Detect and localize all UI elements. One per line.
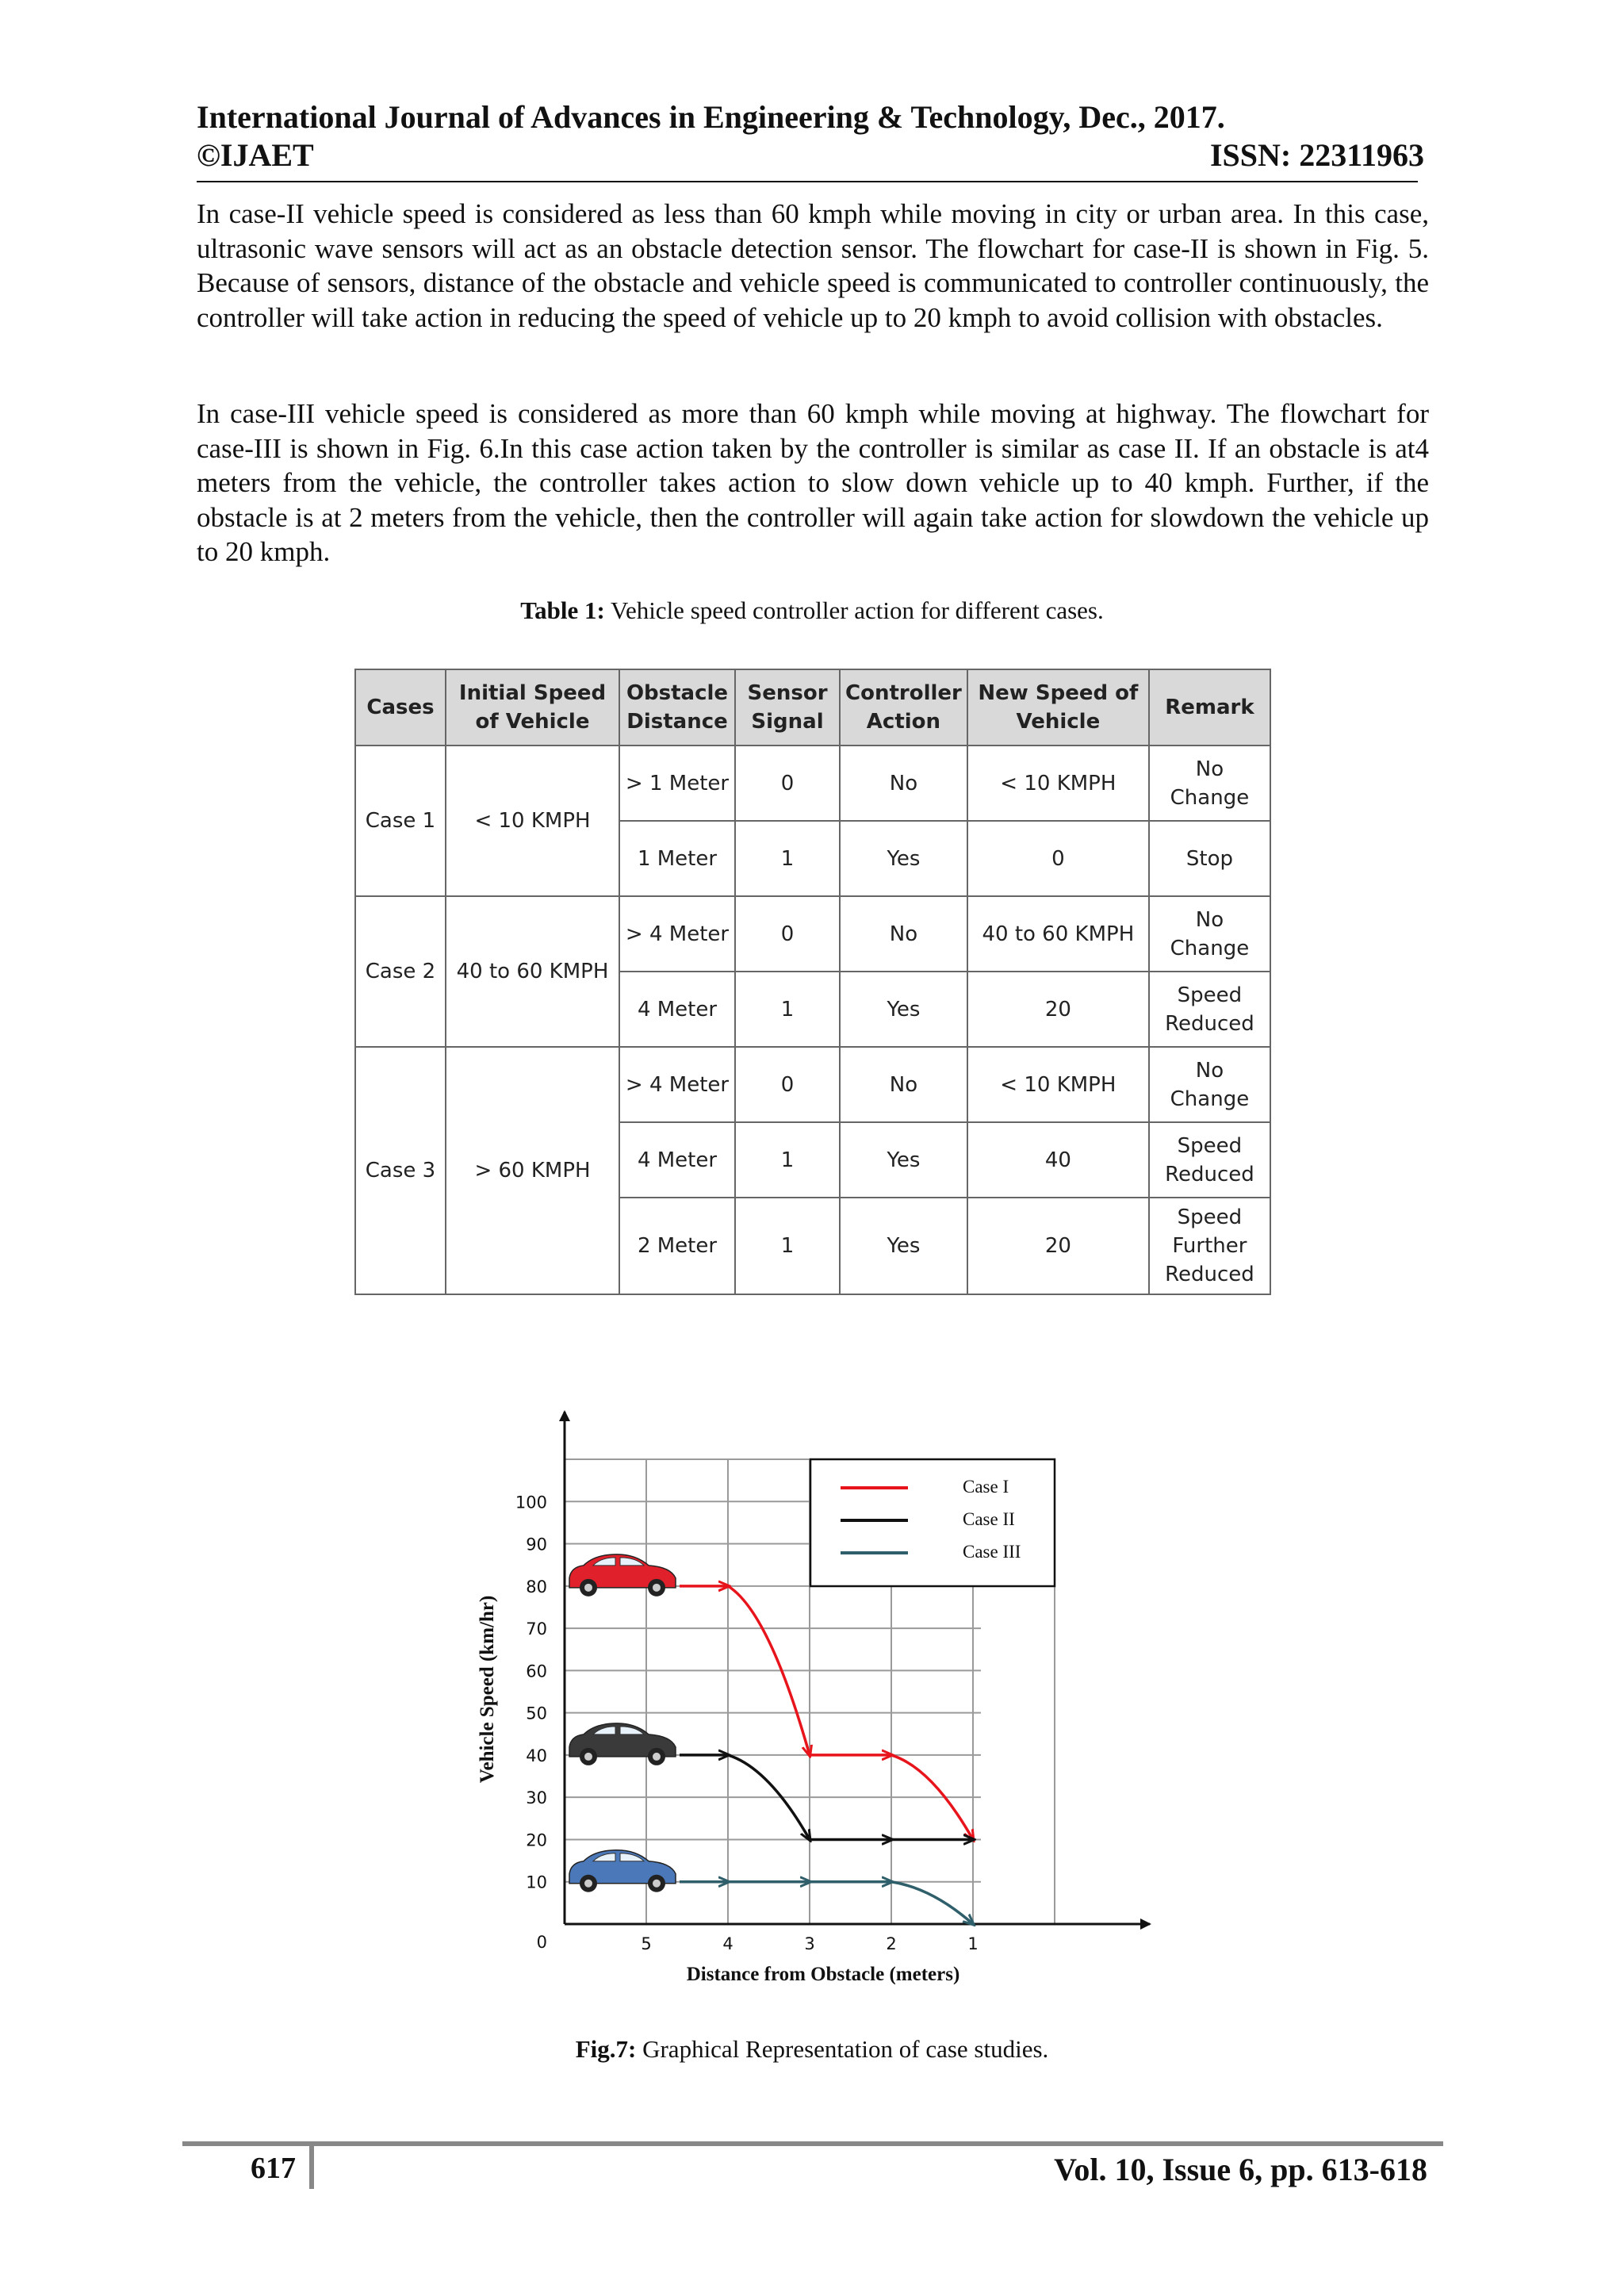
legend-label: Case I bbox=[963, 1477, 1009, 1497]
cell-obstacle-distance: 1 Meter bbox=[619, 821, 735, 896]
car-icon bbox=[569, 1723, 676, 1765]
table-row bbox=[355, 896, 1270, 972]
cell-new-speed: < 10 KMPH bbox=[967, 1047, 1149, 1122]
header-line-2 bbox=[197, 136, 1424, 174]
y-tick-label: 70 bbox=[526, 1619, 547, 1639]
cell-new-speed: 40 to 60 KMPH bbox=[967, 896, 1149, 972]
car-hubcap bbox=[653, 1584, 661, 1592]
cell-remark: No Change bbox=[1149, 746, 1270, 821]
cell-remark: No Change bbox=[1149, 896, 1270, 972]
cell-case: Case 2 bbox=[355, 896, 446, 1047]
y-axis-label: Vehicle Speed (km/hr) bbox=[477, 1595, 498, 1784]
th-sensor-signal: Sensor Signal bbox=[735, 669, 840, 746]
y-tick-label: 50 bbox=[526, 1704, 547, 1723]
cell-controller-action: No bbox=[840, 896, 967, 972]
cell-remark: Speed Further Reduced bbox=[1149, 1198, 1270, 1294]
car-hubcap bbox=[584, 1753, 592, 1761]
table-caption-text: Vehicle speed controller action for different cases. bbox=[604, 596, 1104, 624]
y-tick-label: 0 bbox=[536, 1933, 547, 1952]
y-tick-label: 80 bbox=[526, 1577, 547, 1596]
x-tick-label: 2 bbox=[886, 1934, 897, 1953]
cell-sensor-signal: 0 bbox=[735, 746, 840, 821]
table-row bbox=[355, 746, 1270, 821]
table-header-row bbox=[355, 669, 1270, 746]
x-tick-label: 4 bbox=[722, 1934, 733, 1953]
y-tick-label: 20 bbox=[526, 1830, 547, 1850]
cell-case: Case 1 bbox=[355, 746, 446, 896]
cell-controller-action: Yes bbox=[840, 1122, 967, 1198]
cell-obstacle-distance: 4 Meter bbox=[619, 1122, 735, 1198]
y-tick-label: 40 bbox=[526, 1746, 547, 1765]
legend-box bbox=[810, 1459, 1055, 1586]
cell-remark: Speed Reduced bbox=[1149, 1122, 1270, 1198]
header-rule bbox=[197, 181, 1418, 182]
car-hubcap bbox=[584, 1584, 592, 1592]
table-caption bbox=[0, 596, 1624, 625]
cell-sensor-signal: 1 bbox=[735, 1122, 840, 1198]
cell-sensor-signal: 0 bbox=[735, 896, 840, 972]
cell-sensor-signal: 1 bbox=[735, 821, 840, 896]
y-tick-label: 10 bbox=[526, 1872, 547, 1892]
cell-controller-action: Yes bbox=[840, 821, 967, 896]
table-row bbox=[355, 1047, 1270, 1122]
cell-sensor-signal: 0 bbox=[735, 1047, 840, 1122]
cell-new-speed: 0 bbox=[967, 821, 1149, 896]
footer-divider bbox=[309, 2146, 314, 2189]
car-hubcap bbox=[653, 1880, 661, 1888]
cell-obstacle-distance: 2 Meter bbox=[619, 1198, 735, 1294]
cell-initial-speed: > 60 KMPH bbox=[446, 1047, 619, 1294]
page-number: 617 bbox=[251, 2152, 296, 2185]
cell-new-speed: < 10 KMPH bbox=[967, 746, 1149, 821]
cell-controller-action: No bbox=[840, 1047, 967, 1122]
speed-controller-table bbox=[354, 669, 1271, 1295]
figure-caption-label: Fig.7: bbox=[575, 2035, 637, 2063]
x-axis-label: Distance from Obstacle (meters) bbox=[686, 1964, 960, 1985]
x-tick-label: 3 bbox=[804, 1934, 815, 1953]
legend-label: Case II bbox=[963, 1509, 1015, 1529]
cell-sensor-signal: 1 bbox=[735, 972, 840, 1047]
x-tick-label: 5 bbox=[641, 1934, 652, 1953]
issn: ISSN: 22311963 bbox=[1209, 137, 1424, 173]
cell-initial-speed: < 10 KMPH bbox=[446, 746, 619, 896]
cell-obstacle-distance: 4 Meter bbox=[619, 972, 735, 1047]
volume-info: Vol. 10, Issue 6, pp. 613-618 bbox=[1054, 2152, 1427, 2187]
cell-obstacle-distance: > 1 Meter bbox=[619, 746, 735, 821]
car-hubcap bbox=[653, 1753, 661, 1761]
cell-sensor-signal: 1 bbox=[735, 1198, 840, 1294]
legend-label: Case III bbox=[963, 1542, 1021, 1562]
y-tick-label: 90 bbox=[526, 1535, 547, 1554]
th-initial-speed: Initial Speed of Vehicle bbox=[446, 669, 619, 746]
th-cases: Cases bbox=[355, 669, 446, 746]
paragraph-case-3: In case-III vehicle speed is considered as more than 60 kmph while moving at highway. The flowchart for case-III is shown in Fig. 6.In this case action taken by the controller is similar as case II. If an obstacle is at4 meters from the vehicle, the controller takes action to slow down vehicle up to 40 kmph. Further, if the obstacle is at 2 meters from the vehicle, then the controller will again take action for slowdown the vehicle up to 20 kmph. bbox=[197, 398, 1429, 567]
car-icon bbox=[569, 1554, 676, 1596]
table-caption-label: Table 1: bbox=[520, 596, 605, 624]
footer-rule bbox=[182, 2141, 1443, 2146]
car-hubcap bbox=[584, 1880, 592, 1888]
cell-remark: Speed Reduced bbox=[1149, 972, 1270, 1047]
figure-caption bbox=[0, 2035, 1624, 2064]
y-tick-label: 60 bbox=[526, 1662, 547, 1681]
cell-new-speed: 20 bbox=[967, 1198, 1149, 1294]
th-new-speed: New Speed of Vehicle bbox=[967, 669, 1149, 746]
figure-caption-text: Graphical Representation of case studies. bbox=[636, 2035, 1049, 2063]
cell-controller-action: Yes bbox=[840, 1198, 967, 1294]
cell-case: Case 3 bbox=[355, 1047, 446, 1294]
x-tick-label: 1 bbox=[967, 1934, 979, 1953]
th-obstacle-distance: Obstacle Distance bbox=[619, 669, 735, 746]
paragraph-case-2: In case-II vehicle speed is considered as less than 60 kmph while moving in city or urban area. In this case, ultrasonic wave sensors will act as an obstacle detection sensor. The flowchart for case-II is shown in Fig. 5. Because of sensors, distance of the obstacle and vehicle speed is communicated to controller continuously, the controller will take action in reducing the speed of vehicle up to 20 kmph to avoid collision with obstacles. bbox=[197, 198, 1429, 333]
journal-title: International Journal of Advances in Engineering & Technology, Dec., 2017. bbox=[197, 99, 1225, 135]
copyright: ©IJAET bbox=[197, 137, 314, 173]
cell-remark: Stop bbox=[1149, 821, 1270, 896]
series-segment bbox=[891, 1882, 973, 1924]
th-remark: Remark bbox=[1149, 669, 1270, 746]
cell-new-speed: 40 bbox=[967, 1122, 1149, 1198]
cell-obstacle-distance: > 4 Meter bbox=[619, 1047, 735, 1122]
cell-obstacle-distance: > 4 Meter bbox=[619, 896, 735, 972]
cell-controller-action: Yes bbox=[840, 972, 967, 1047]
cell-initial-speed: 40 to 60 KMPH bbox=[446, 896, 619, 1047]
th-controller-action: Controller Action bbox=[840, 669, 967, 746]
speed-distance-chart bbox=[444, 1396, 1174, 2003]
y-tick-label: 30 bbox=[526, 1788, 547, 1808]
cell-remark: No Change bbox=[1149, 1047, 1270, 1122]
chart-svg bbox=[444, 1396, 1174, 1999]
car-icon bbox=[569, 1850, 676, 1892]
y-tick-label: 100 bbox=[515, 1493, 547, 1512]
cell-controller-action: No bbox=[840, 746, 967, 821]
cell-new-speed: 20 bbox=[967, 972, 1149, 1047]
